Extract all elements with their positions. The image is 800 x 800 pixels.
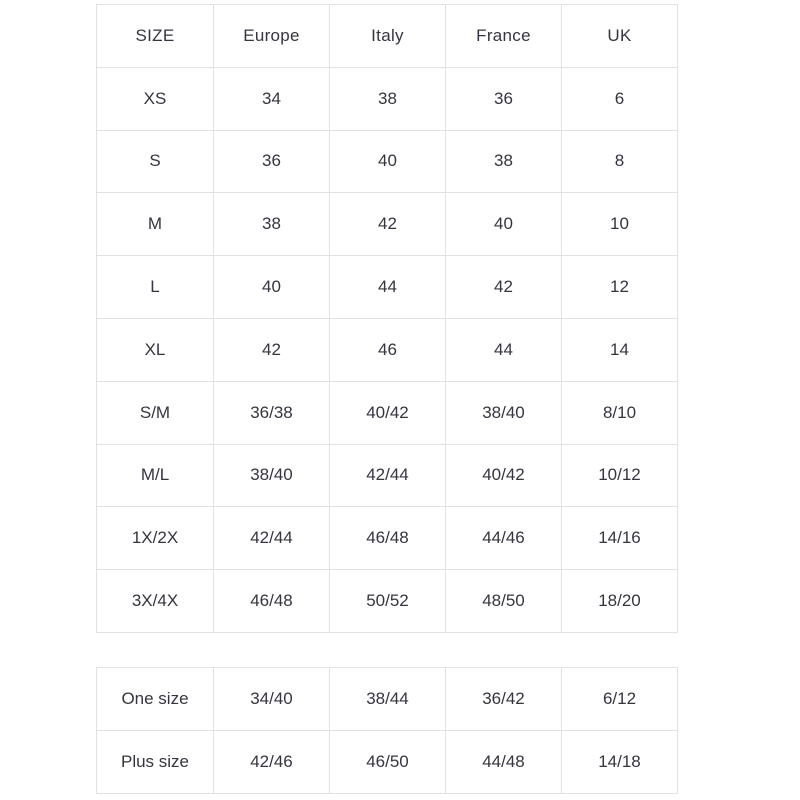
column-header-italy: Italy — [330, 5, 446, 68]
cell-france: 38/40 — [446, 381, 562, 444]
cell-uk: 10 — [562, 193, 678, 256]
cell-europe: 42/46 — [214, 731, 330, 794]
cell-uk: 14 — [562, 318, 678, 381]
table-row — [97, 130, 678, 193]
cell-italy: 42/44 — [330, 444, 446, 507]
cell-france: 36 — [446, 67, 562, 130]
cell-uk: 10/12 — [562, 444, 678, 507]
cell-europe: 42/44 — [214, 507, 330, 570]
cell-italy: 46 — [330, 318, 446, 381]
table-row — [97, 381, 678, 444]
cell-europe: 34/40 — [214, 668, 330, 731]
cell-uk: 6 — [562, 67, 678, 130]
row-label: M — [97, 193, 214, 256]
cell-europe: 46/48 — [214, 570, 330, 633]
row-label: 1X/2X — [97, 507, 214, 570]
table-row — [97, 444, 678, 507]
row-label: One size — [97, 668, 214, 731]
cell-france: 40/42 — [446, 444, 562, 507]
column-header-size: SIZE — [97, 5, 214, 68]
main-size-table — [96, 4, 678, 633]
cell-europe: 38 — [214, 193, 330, 256]
cell-uk: 14/16 — [562, 507, 678, 570]
row-label: XS — [97, 67, 214, 130]
row-label: S/M — [97, 381, 214, 444]
cell-italy: 42 — [330, 193, 446, 256]
cell-uk: 8/10 — [562, 381, 678, 444]
row-label: S — [97, 130, 214, 193]
cell-europe: 34 — [214, 67, 330, 130]
cell-france: 38 — [446, 130, 562, 193]
cell-france: 36/42 — [446, 668, 562, 731]
secondary-size-table — [96, 667, 678, 794]
cell-france: 48/50 — [446, 570, 562, 633]
table-row — [97, 67, 678, 130]
column-header-europe: Europe — [214, 5, 330, 68]
row-label: Plus size — [97, 731, 214, 794]
cell-uk: 18/20 — [562, 570, 678, 633]
cell-italy: 38/44 — [330, 668, 446, 731]
row-label: 3X/4X — [97, 570, 214, 633]
cell-italy: 38 — [330, 67, 446, 130]
cell-france: 44 — [446, 318, 562, 381]
cell-uk: 8 — [562, 130, 678, 193]
cell-europe: 36 — [214, 130, 330, 193]
cell-uk: 12 — [562, 256, 678, 319]
table-row — [97, 507, 678, 570]
column-header-france: France — [446, 5, 562, 68]
main-table-body — [97, 67, 678, 632]
cell-europe: 40 — [214, 256, 330, 319]
cell-france: 44/46 — [446, 507, 562, 570]
main-size-table-container — [96, 4, 677, 633]
row-label: L — [97, 256, 214, 319]
secondary-table-body — [97, 668, 678, 794]
cell-italy: 40/42 — [330, 381, 446, 444]
secondary-size-table-container — [96, 667, 677, 794]
cell-italy: 46/48 — [330, 507, 446, 570]
cell-europe: 38/40 — [214, 444, 330, 507]
cell-france: 44/48 — [446, 731, 562, 794]
cell-france: 42 — [446, 256, 562, 319]
cell-italy: 50/52 — [330, 570, 446, 633]
table-row — [97, 256, 678, 319]
row-label: XL — [97, 318, 214, 381]
cell-europe: 36/38 — [214, 381, 330, 444]
table-row — [97, 318, 678, 381]
table-row — [97, 668, 678, 731]
cell-italy: 40 — [330, 130, 446, 193]
table-row — [97, 731, 678, 794]
row-label: M/L — [97, 444, 214, 507]
cell-uk: 6/12 — [562, 668, 678, 731]
column-header-uk: UK — [562, 5, 678, 68]
main-table-head — [97, 5, 678, 68]
table-header-row — [97, 5, 678, 68]
cell-italy: 46/50 — [330, 731, 446, 794]
table-row — [97, 193, 678, 256]
cell-italy: 44 — [330, 256, 446, 319]
cell-france: 40 — [446, 193, 562, 256]
cell-europe: 42 — [214, 318, 330, 381]
table-row — [97, 570, 678, 633]
cell-uk: 14/18 — [562, 731, 678, 794]
